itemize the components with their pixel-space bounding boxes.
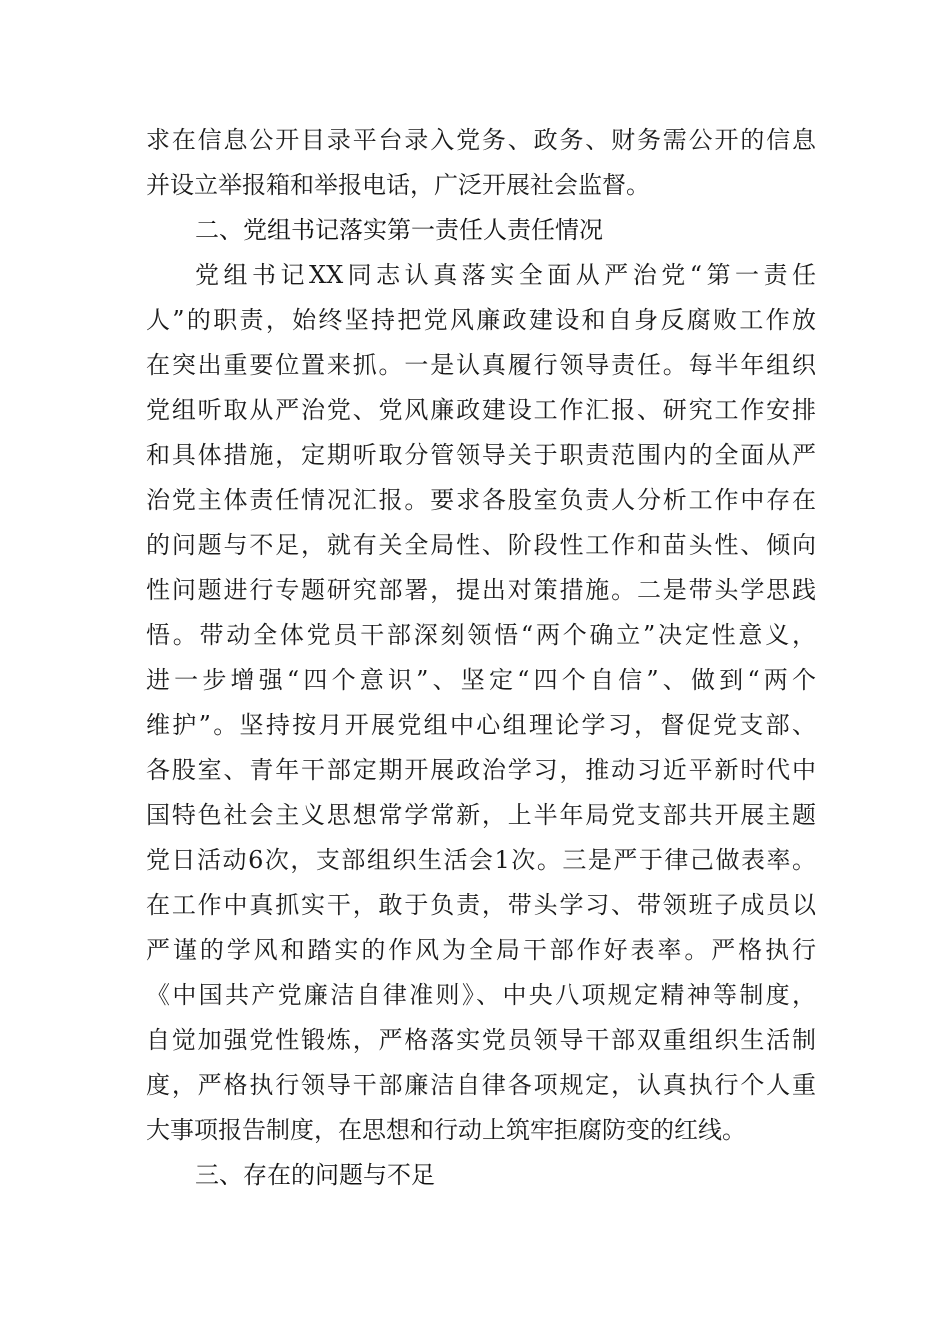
section-heading-2: 二、党组书记落实第一责任人责任情况: [195, 216, 603, 244]
paragraph-line: 严谨的学风和踏实的作风为全局干部作好表率。严格执行: [146, 936, 816, 964]
paragraph-line: 党组听取从严治党、党风廉政建设工作汇报、研究工作安排: [146, 396, 816, 424]
paragraph-line: 大事项报告制度，在思想和行动上筑牢拒腐防变的红线。: [146, 1116, 746, 1144]
paragraph-line: 在突出重要位置来抓。一是认真履行领导责任。每半年组织: [146, 351, 816, 379]
paragraph-line: 性问题进行专题研究部署，提出对策措施。二是带头学思践: [146, 576, 816, 604]
paragraph-line: 党组书记XX同志认真落实全面从严治党“第一责任: [195, 261, 816, 289]
paragraph-line: 《中国共产党廉洁自律准则》、中央八项规定精神等制度，: [146, 981, 816, 1009]
paragraph-line: 的问题与不足，就有关全局性、阶段性工作和苗头性、倾向: [146, 531, 816, 559]
paragraph-line: 自觉加强党性锻炼，严格落实党员领导干部双重组织生活制: [146, 1026, 816, 1054]
paragraph-line: 和具体措施，定期听取分管领导关于职责范围内的全面从严: [146, 441, 816, 469]
paragraph-line: 求在信息公开目录平台录入党务、政务、财务需公开的信息: [146, 126, 816, 154]
paragraph-line: 度，严格执行领导干部廉洁自律各项规定，认真执行个人重: [146, 1071, 816, 1099]
paragraph-line: 治党主体责任情况汇报。要求各股室负责人分析工作中存在: [146, 486, 816, 514]
paragraph-line: 维护”。坚持按月开展党组中心组理论学习，督促党支部、: [146, 711, 816, 739]
paragraph-line: 党日活动6次，支部组织生活会1次。三是严于律己做表率。: [146, 846, 816, 874]
paragraph-line: 并设立举报箱和举报电话，广泛开展社会监督。: [146, 171, 650, 199]
paragraph-line: 在工作中真抓实干，敢于负责，带头学习、带领班子成员以: [146, 891, 816, 919]
paragraph-line: 人”的职责，始终坚持把党风廉政建设和自身反腐败工作放: [146, 306, 816, 334]
paragraph-line: 国特色社会主义思想常学常新，上半年局党支部共开展主题: [146, 801, 816, 829]
paragraph-line: 各股室、青年干部定期开展政治学习，推动习近平新时代中: [146, 756, 816, 784]
paragraph-line: 悟。带动全体党员干部深刻领悟“两个确立”决定性意义，: [146, 621, 816, 649]
paragraph-line: 进一步增强“四个意识”、坚定“四个自信”、做到“两个: [146, 666, 816, 694]
section-heading-3: 三、存在的问题与不足: [195, 1161, 435, 1189]
